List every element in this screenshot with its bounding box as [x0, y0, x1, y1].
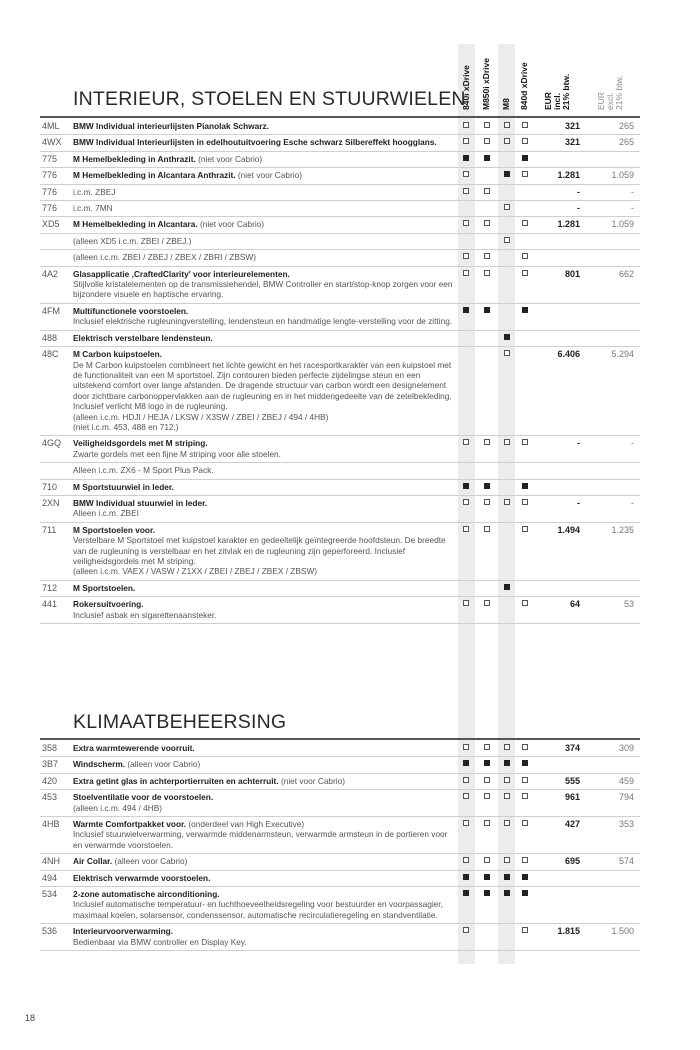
- optional-mark-icon: [504, 793, 510, 799]
- option-code: 775: [42, 153, 58, 164]
- option-detail-line: (alleen i.c.m. VAEX / VASW / Z1XX / ZBEI / ZBEJ / ZBEX / ZBSW): [73, 566, 318, 577]
- option-description: [73, 759, 453, 769]
- standard-mark-icon: [504, 760, 510, 766]
- price-incl-vat: 321: [564, 137, 580, 148]
- option-note: (alleen voor Cabrio): [127, 759, 201, 770]
- table-row: [40, 790, 640, 817]
- optional-mark-icon: [504, 237, 510, 243]
- optional-mark-icon: [504, 439, 510, 445]
- option-description: [73, 926, 453, 947]
- column-header-incl-vat: EUR incl. 21% btw.: [543, 73, 571, 110]
- optional-mark-icon: [484, 439, 490, 445]
- price-excl-vat: 309: [618, 743, 634, 753]
- optional-mark-icon: [484, 526, 490, 532]
- table-row: [40, 774, 640, 790]
- table-row: [40, 168, 640, 184]
- price-incl-vat: -: [577, 438, 580, 449]
- option-detail-line: i.c.m. ZBEJ: [73, 186, 116, 197]
- option-description: [73, 269, 453, 300]
- option-description: [73, 583, 453, 593]
- option-detail-line: De M Carbon kuipstoelen combineert het lichte gewicht en het racesportkarakter van een kuipstoel met de functionaliteit van een M sportstoel. Zijn contouren bieden perfecte zijdelingse steun en een uitstekend comfort over lange afstanden. De dragende structuur van carbon wordt een designelement door zichtbare carbonoppervlakken aan de rugleuning en in het middengedeelte van de zetelbekleding. Inclusief verlicht M8 logo in de rugleuning.: [73, 359, 452, 412]
- optional-mark-icon: [504, 857, 510, 863]
- standard-mark-icon: [463, 307, 469, 313]
- optional-mark-icon: [504, 777, 510, 783]
- table-row: [40, 581, 640, 597]
- price-excl-vat: 794: [618, 792, 634, 803]
- section-title-klimaat: KLIMAATBEHEERSING: [73, 711, 287, 733]
- table-row: [40, 217, 640, 233]
- option-description: [73, 252, 453, 262]
- optional-mark-icon: [504, 350, 510, 356]
- option-note: (niet voor Cabrio): [199, 219, 265, 230]
- option-description: [73, 482, 453, 492]
- option-detail-line: (alleen i.c.m. HDJI / HEJA / LKSW / X3SW / ZBEI / ZBEJ / 494 / 4HB): [73, 411, 329, 422]
- optional-mark-icon: [484, 270, 490, 276]
- option-description: [73, 465, 453, 475]
- table-row: [40, 757, 640, 773]
- option-description: [73, 349, 453, 432]
- option-description: [73, 438, 453, 459]
- table-row: [40, 152, 640, 168]
- price-excl-vat: -: [631, 497, 634, 508]
- option-code: 712: [42, 582, 58, 593]
- table-row: [40, 496, 640, 523]
- table-row: [40, 304, 640, 331]
- page-number: 18: [25, 1013, 36, 1023]
- column-header-m850i: M850i xDrive: [481, 58, 491, 110]
- table-row: [40, 597, 640, 624]
- option-detail-line: Verstelbare M Sportstoel met kuipstoel karakter en gedeeltelijk geïntegreerde hoofdsteun. De breedte van de rugleuning is verstelbaar en het zitvlak en de rugleuning zijn geperforeerd. Inclusief veiligheidsgordels met M striping.: [73, 535, 446, 566]
- optional-mark-icon: [484, 857, 490, 863]
- option-description: [73, 819, 453, 850]
- option-description: [73, 219, 453, 229]
- optional-mark-icon: [484, 600, 490, 606]
- option-code: 48C: [42, 349, 59, 360]
- option-code: 776: [42, 203, 58, 214]
- price-excl-vat: 53: [623, 599, 634, 610]
- optional-mark-icon: [463, 138, 469, 144]
- optional-mark-icon: [463, 253, 469, 259]
- option-title: Air Collar.: [73, 856, 113, 867]
- table-row: [40, 250, 640, 266]
- option-title: M Sportstoelen.: [73, 582, 136, 593]
- standard-mark-icon: [504, 334, 510, 340]
- option-title: M Hemelbekleding in Alcantara.: [73, 219, 198, 230]
- option-code: 4FM: [42, 305, 60, 316]
- option-description: [73, 525, 453, 577]
- option-description: [73, 792, 453, 813]
- table-row: [40, 347, 640, 436]
- price-incl-vat: 961: [564, 792, 580, 803]
- optional-mark-icon: [463, 122, 469, 128]
- table-row: [40, 267, 640, 304]
- price-excl-vat: 662: [618, 268, 634, 279]
- optional-mark-icon: [463, 270, 469, 276]
- option-code: 4NH: [42, 856, 61, 867]
- option-detail-line: Inclusief elektrische rugleuningverstelling, lendensteun en handmatige lengte-verstelling voor de zitting.: [73, 316, 453, 327]
- price-excl-vat: 459: [618, 775, 634, 786]
- optional-mark-icon: [484, 138, 490, 144]
- optional-mark-icon: [484, 820, 490, 826]
- price-excl-vat: -: [631, 203, 634, 214]
- price-excl-vat: 265: [618, 137, 634, 148]
- option-detail-line: i.c.m. 7MN: [73, 203, 113, 214]
- option-title: Extra getint glas in achterportierruiten en achterruit.: [73, 775, 279, 786]
- optional-mark-icon: [463, 777, 469, 783]
- option-detail-line: (niet i.c.m. 453, 488 en 712.): [73, 421, 179, 432]
- standard-mark-icon: [522, 874, 528, 880]
- option-code: 4WX: [42, 137, 62, 148]
- table-row: [40, 887, 640, 924]
- standard-mark-icon: [504, 874, 510, 880]
- section-title-interieur: INTERIEUR, STOELEN EN STUURWIELEN: [73, 88, 466, 110]
- optional-mark-icon: [522, 253, 528, 259]
- option-code: 441: [42, 599, 58, 610]
- option-note: (niet voor Cabrio): [237, 170, 303, 181]
- option-code: XD5: [42, 219, 60, 230]
- standard-mark-icon: [522, 307, 528, 313]
- table-row: [40, 119, 640, 135]
- option-detail-line: Stijlvolle kristalelementen op de transmissiehendel, BMW Controller en start/stop-knop zorgen voor een bijzondere visuele en haptische ervaring.: [73, 279, 453, 300]
- section-rule: [40, 116, 640, 118]
- optional-mark-icon: [484, 744, 490, 750]
- price-incl-vat: 1.281: [557, 219, 580, 230]
- optional-mark-icon: [504, 204, 510, 210]
- price-excl-vat: 1.059: [611, 219, 634, 230]
- option-code: 4ML: [42, 121, 60, 131]
- option-note: (alleen voor Cabrio): [114, 856, 188, 867]
- option-description: [73, 889, 453, 920]
- price-incl-vat: 427: [564, 819, 580, 830]
- price-incl-vat: 695: [564, 856, 580, 867]
- standard-mark-icon: [504, 584, 510, 590]
- option-detail-line: Bedienbaar via BMW controller en Display Key.: [73, 936, 247, 947]
- option-title: Interieurvoorverwarming.: [73, 926, 174, 937]
- optional-mark-icon: [504, 122, 510, 128]
- option-detail-line: Inclusief stuurwielverwarming, verwarmde middenarmsteun, verwarmde armsteun in de portieren voor en verwarmde voorstoelen.: [73, 829, 448, 850]
- price-excl-vat: -: [631, 186, 634, 197]
- option-code: 711: [42, 524, 57, 535]
- optional-mark-icon: [504, 820, 510, 826]
- price-excl-vat: 574: [618, 856, 634, 867]
- price-excl-vat: 5.294: [611, 349, 634, 360]
- table-row: [40, 135, 640, 151]
- optional-mark-icon: [463, 857, 469, 863]
- column-header-excl-vat: EUR excl. 21% btw.: [596, 75, 624, 110]
- option-title: Windscherm.: [73, 759, 126, 770]
- option-description: [73, 137, 453, 147]
- option-detail-line: (alleen XD5 i.c.m. ZBEI / ZBEJ.): [73, 235, 192, 246]
- optional-mark-icon: [484, 777, 490, 783]
- optional-mark-icon: [463, 600, 469, 606]
- column-header-m8: M8: [501, 98, 511, 110]
- table-row: [40, 924, 640, 951]
- option-description: [73, 187, 453, 197]
- price-excl-vat: -: [631, 438, 634, 449]
- option-title: BMW Individual stuurwiel in leder.: [73, 497, 208, 508]
- option-detail-line: (alleen i.c.m. 494 / 4HB): [73, 802, 162, 813]
- option-description: [73, 154, 453, 164]
- table-row: [40, 871, 640, 887]
- standard-mark-icon: [463, 155, 469, 161]
- option-description: [73, 203, 453, 213]
- price-excl-vat: 353: [618, 819, 634, 830]
- price-incl-vat: 1.815: [557, 926, 580, 937]
- option-title: Glasapplicatie ‚CraftedClarity' voor interieurelementen.: [73, 268, 290, 279]
- table-row: [40, 854, 640, 870]
- option-code: 534: [42, 889, 58, 900]
- table-row: [40, 234, 640, 250]
- price-incl-vat: -: [577, 186, 580, 197]
- optional-mark-icon: [463, 744, 469, 750]
- price-excl-vat: 265: [618, 121, 634, 131]
- option-code: 358: [42, 743, 58, 753]
- option-code: 536: [42, 926, 58, 937]
- option-description: [73, 498, 453, 519]
- optional-mark-icon: [504, 499, 510, 505]
- option-note: (niet voor Cabrio): [280, 775, 346, 786]
- optional-mark-icon: [463, 171, 469, 177]
- optional-mark-icon: [463, 820, 469, 826]
- table-row: [40, 523, 640, 581]
- optional-mark-icon: [484, 253, 490, 259]
- option-title: Stoelventilatie voor de voorstoelen.: [73, 792, 214, 803]
- price-incl-vat: 1.281: [557, 170, 580, 181]
- optional-mark-icon: [484, 122, 490, 128]
- option-title: Elektrisch verwarmde voorstoelen.: [73, 872, 211, 883]
- price-incl-vat: 64: [569, 599, 580, 610]
- standard-mark-icon: [484, 890, 490, 896]
- option-title: Multifunctionele voorstoelen.: [73, 305, 189, 316]
- optional-mark-icon: [484, 499, 490, 505]
- standard-mark-icon: [484, 760, 490, 766]
- standard-mark-icon: [522, 890, 528, 896]
- option-title: Elektrisch verstelbare lendensteun.: [73, 332, 213, 343]
- price-incl-vat: 1.494: [557, 524, 580, 535]
- standard-mark-icon: [484, 874, 490, 880]
- standard-mark-icon: [463, 874, 469, 880]
- option-title: Extra warmtewerende voorruit.: [73, 743, 195, 753]
- option-title: M Carbon kuipstoelen.: [73, 349, 162, 360]
- option-note: (onderdeel van High Executive): [188, 819, 305, 830]
- option-title: Warmte Comfortpakket voor.: [73, 819, 187, 830]
- option-code: 4A2: [42, 268, 59, 279]
- option-description: [73, 236, 453, 246]
- options-table-interieur: [40, 119, 640, 624]
- standard-mark-icon: [522, 760, 528, 766]
- option-description: [73, 599, 453, 620]
- optional-mark-icon: [463, 188, 469, 194]
- option-description: [73, 170, 453, 180]
- column-header-840d: 840d xDrive: [519, 62, 529, 110]
- option-title: M Sportstoelen voor.: [73, 524, 156, 535]
- standard-mark-icon: [484, 155, 490, 161]
- optional-mark-icon: [463, 526, 469, 532]
- option-code: 494: [42, 872, 58, 883]
- option-description: [73, 306, 453, 327]
- option-description: [73, 776, 453, 786]
- option-description: [73, 333, 453, 343]
- table-row: [40, 817, 640, 854]
- standard-mark-icon: [463, 483, 469, 489]
- optional-mark-icon: [463, 220, 469, 226]
- optional-mark-icon: [463, 793, 469, 799]
- option-code: 4HB: [42, 819, 60, 830]
- column-header-840i: 840i xDrive: [461, 65, 471, 110]
- option-code: 710: [42, 481, 58, 492]
- option-detail-line: Inclusief asbak en sigarettenaansteker.: [73, 609, 217, 620]
- table-row: [40, 436, 640, 463]
- option-title: Veiligheidsgordels met M striping.: [73, 438, 208, 449]
- price-incl-vat: -: [577, 497, 580, 508]
- option-description: [73, 873, 453, 883]
- option-note: (niet voor Cabrio): [198, 153, 263, 164]
- optional-mark-icon: [504, 744, 510, 750]
- price-excl-vat: 1.500: [611, 926, 634, 937]
- option-detail-line: Inclusief automatische temperatuur- en luchthoeveelheidsregeling voor bestuurder en voorpassagier, maximaal koelen, solarsensor, condenssensor, automatische recirculatieregeling en standventilatie.: [73, 899, 443, 920]
- option-code: 453: [42, 792, 58, 803]
- option-title: M Hemelbekleding in Alcantara Anthrazit.: [73, 170, 236, 181]
- option-code: 488: [42, 332, 58, 343]
- standard-mark-icon: [522, 155, 528, 161]
- standard-mark-icon: [463, 760, 469, 766]
- option-title: BMW Individual interieurlijsten Pianolak Schwarz.: [73, 121, 269, 131]
- option-title: M Hemelbekleding in Anthrazit.: [73, 153, 196, 164]
- option-title: M Sportstuurwiel in leder.: [73, 481, 174, 492]
- option-code: 4GQ: [42, 438, 62, 449]
- table-row: [40, 331, 640, 347]
- option-detail-line: (alleen i.c.m. ZBEI / ZBEJ / ZBEX / ZBRI / ZBSW): [73, 252, 257, 263]
- standard-mark-icon: [484, 307, 490, 313]
- optional-mark-icon: [463, 439, 469, 445]
- option-detail-line: Alleen i.c.m. ZBEI: [73, 508, 139, 519]
- option-title: 2-zone automatische airconditioning.: [73, 889, 220, 900]
- price-excl-vat: 1.059: [611, 170, 634, 181]
- section-rule: [40, 738, 640, 740]
- option-title: Rokersuitvoering.: [73, 599, 144, 610]
- option-code: 776: [42, 186, 58, 197]
- table-row: [40, 741, 640, 757]
- option-detail-line: Alleen i.c.m. ZX6 - M Sport Plus Pack.: [73, 465, 214, 476]
- table-row: [40, 185, 640, 201]
- option-code: 3B7: [42, 759, 59, 770]
- option-description: [73, 743, 453, 753]
- table-row: [40, 201, 640, 217]
- price-incl-vat: 6.406: [557, 349, 580, 360]
- optional-mark-icon: [484, 220, 490, 226]
- table-row: [40, 463, 640, 479]
- price-excl-vat: 1.235: [611, 524, 634, 535]
- price-incl-vat: 801: [564, 268, 580, 279]
- option-description: [73, 121, 453, 131]
- standard-mark-icon: [504, 890, 510, 896]
- option-detail-line: Zwarte gordels met een fijne M striping voor alle stoelen.: [73, 448, 281, 459]
- optional-mark-icon: [463, 499, 469, 505]
- option-title: BMW Individual Interieurlijsten in edelhoutuitvoering Esche schwarz Silbereffekt hoogglans.: [73, 137, 437, 148]
- option-code: 776: [42, 170, 58, 181]
- optional-mark-icon: [484, 188, 490, 194]
- options-table-klimaat: [40, 741, 640, 951]
- standard-mark-icon: [484, 483, 490, 489]
- price-incl-vat: 555: [564, 775, 580, 786]
- standard-mark-icon: [522, 483, 528, 489]
- option-code: 420: [42, 775, 58, 786]
- price-incl-vat: 374: [564, 743, 580, 753]
- price-incl-vat: 321: [564, 121, 580, 131]
- price-incl-vat: -: [577, 203, 580, 214]
- option-code: 2XN: [42, 497, 60, 508]
- table-row: [40, 480, 640, 496]
- option-description: [73, 856, 453, 866]
- optional-mark-icon: [484, 793, 490, 799]
- standard-mark-icon: [504, 171, 510, 177]
- optional-mark-icon: [463, 927, 469, 933]
- standard-mark-icon: [463, 890, 469, 896]
- optional-mark-icon: [504, 138, 510, 144]
